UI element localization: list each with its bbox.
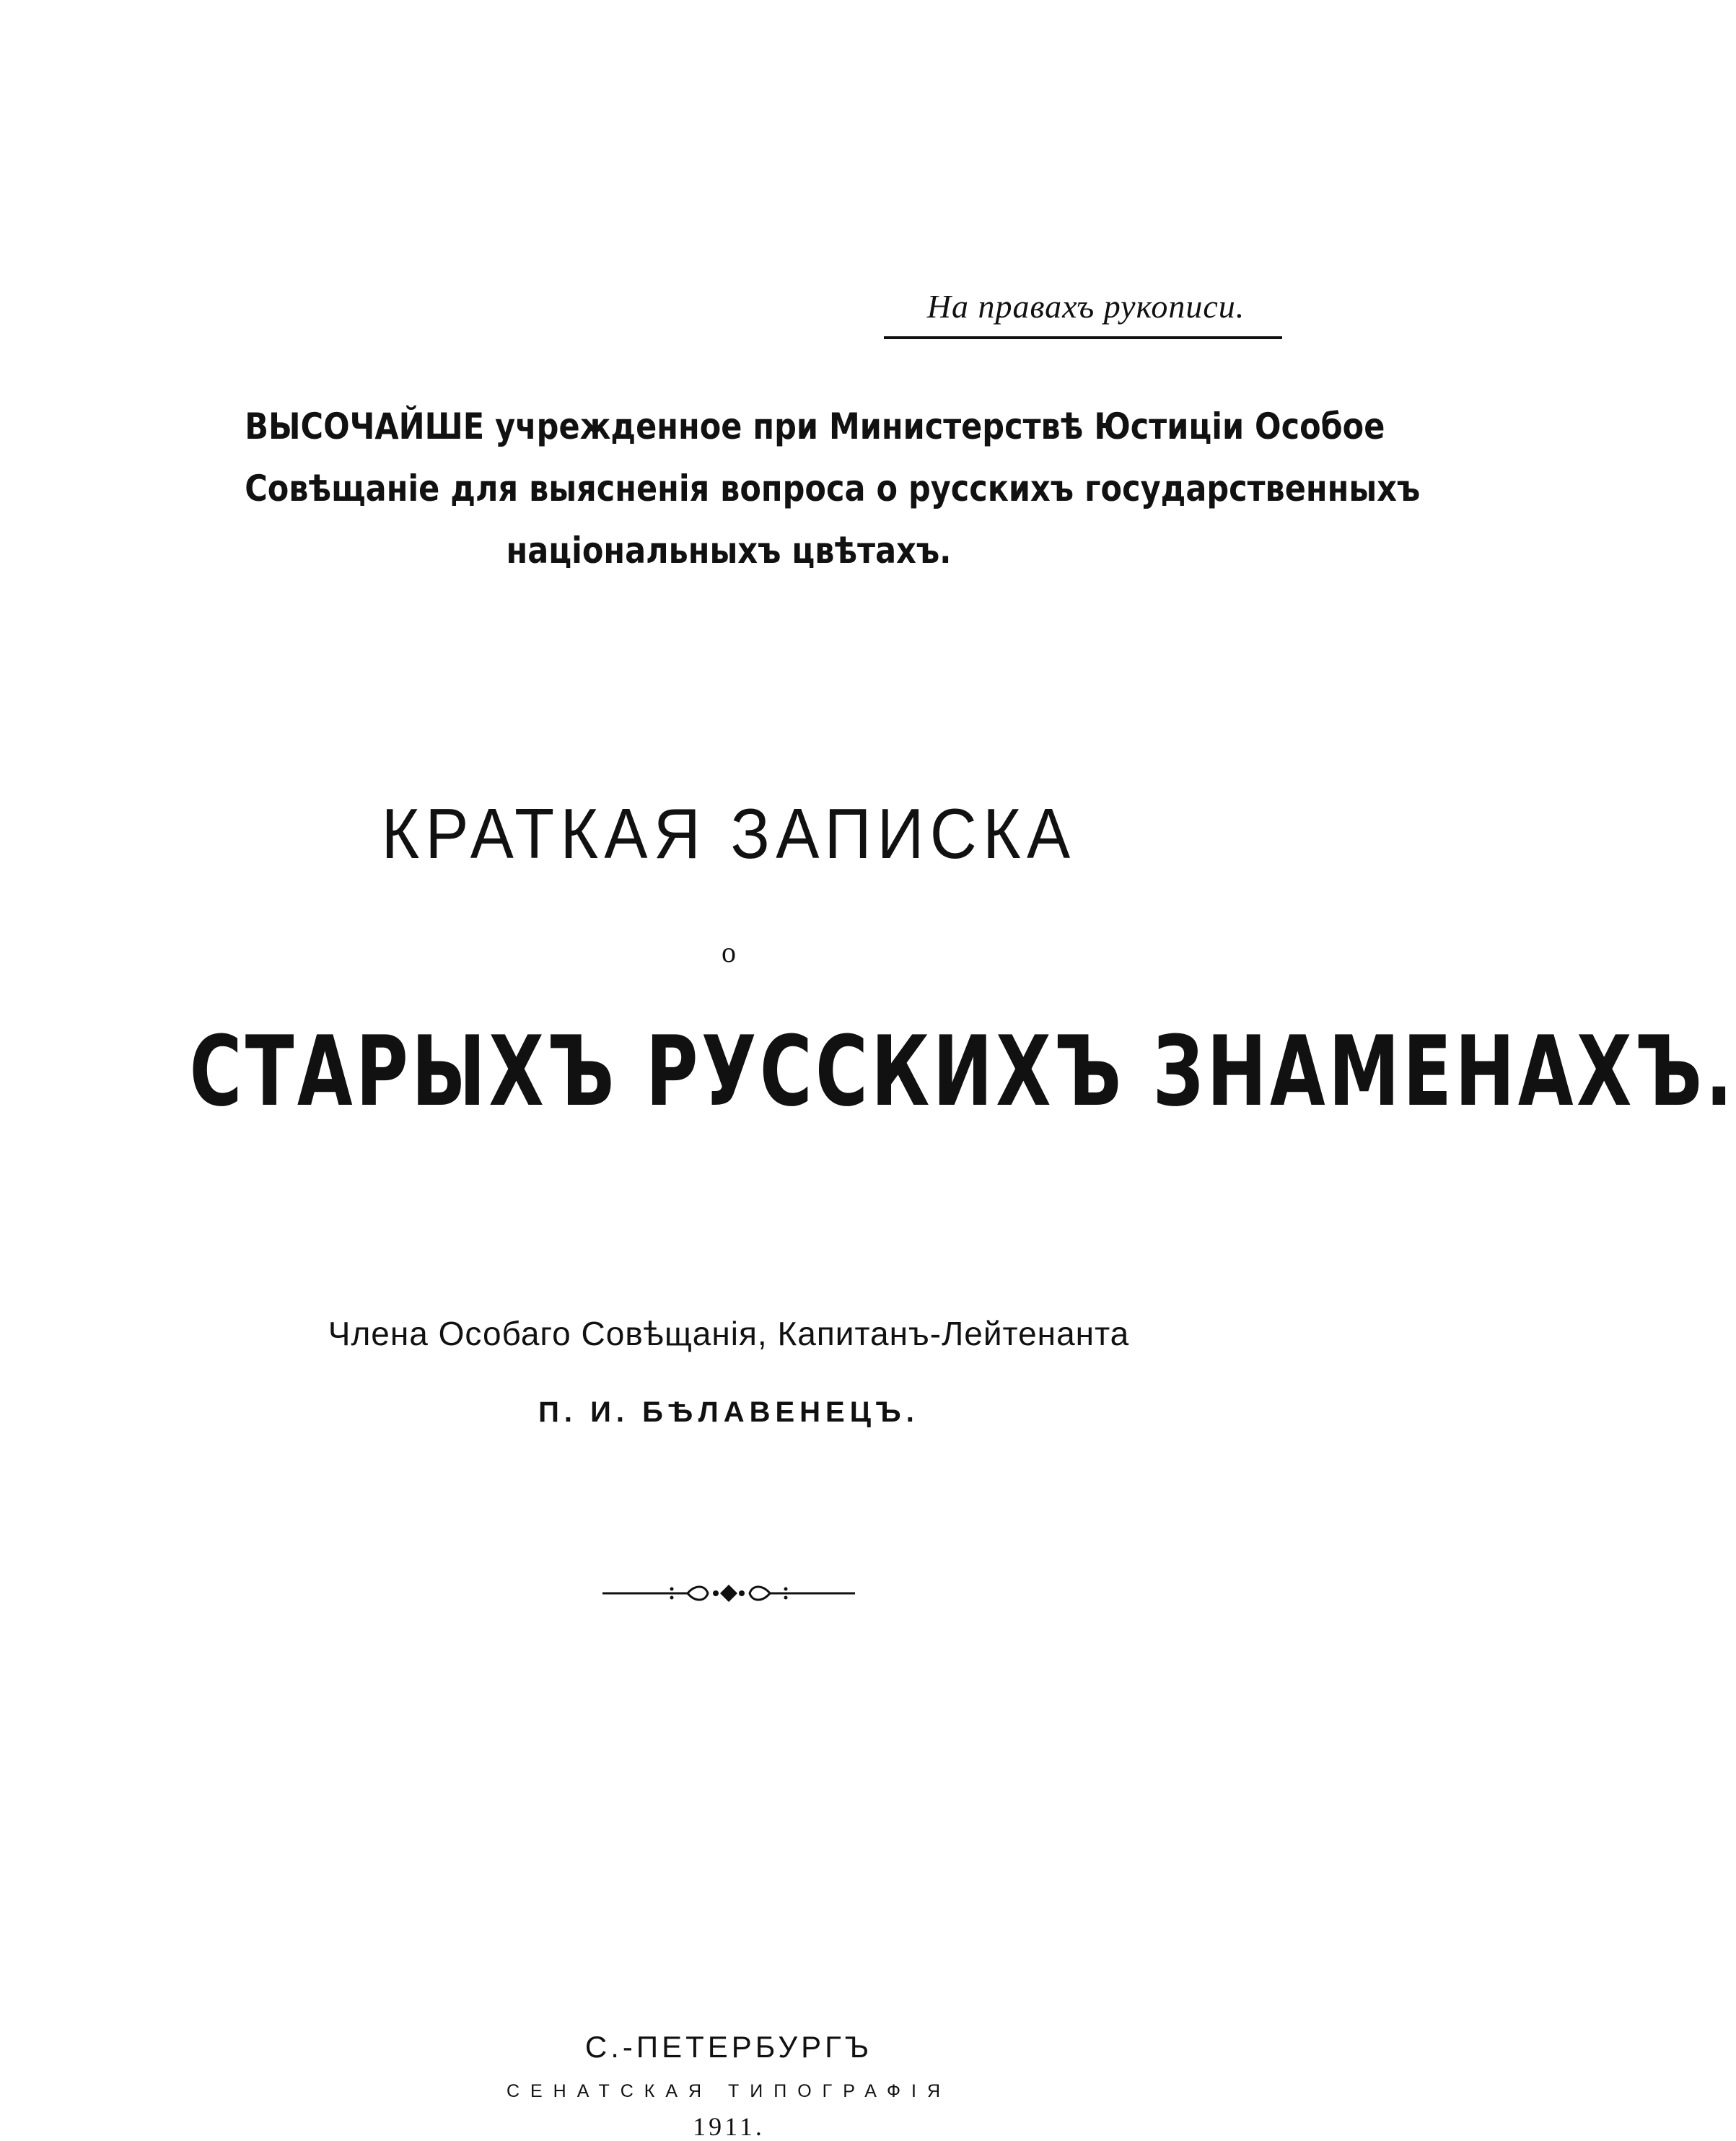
committee-heading: [245, 395, 1421, 582]
author-name: П. И. БѢЛАВЕНЕЦЪ.: [538, 1396, 919, 1428]
ornament-divider: [602, 1579, 855, 1608]
imprint-city: С.-ПЕТЕРБУРГЪ: [584, 2030, 873, 2064]
title-line-1: КРАТКАЯ ЗАПИСКА: [381, 794, 1077, 873]
committee-line-1: ВЫСОЧАЙШЕ учрежденное при Министерствѣ Юстиціи Особое: [245, 406, 1385, 447]
manuscript-note: На правахъ рукописи.: [926, 288, 1245, 325]
committee-line-3: національныхъ цвѣтахъ.: [506, 530, 952, 572]
manuscript-note-underline: [884, 336, 1282, 339]
imprint-printer: СЕНАТСКАЯ ТИПОГРАФІЯ: [506, 2081, 952, 2101]
committee-line-2: Совѣщаніе для выясненія вопроса о русскихъ государственныхъ: [245, 468, 1421, 509]
title-connector: о: [722, 936, 736, 968]
imprint-year: 1911.: [693, 2112, 765, 2141]
author-position: Члена Особаго Совѣщанія, Капитанъ-Лейтенанта: [328, 1315, 1130, 1352]
title-line-2: СТАРЫХЪ РУССКИХЪ ЗНАМЕНАХЪ.: [189, 1015, 1736, 1128]
